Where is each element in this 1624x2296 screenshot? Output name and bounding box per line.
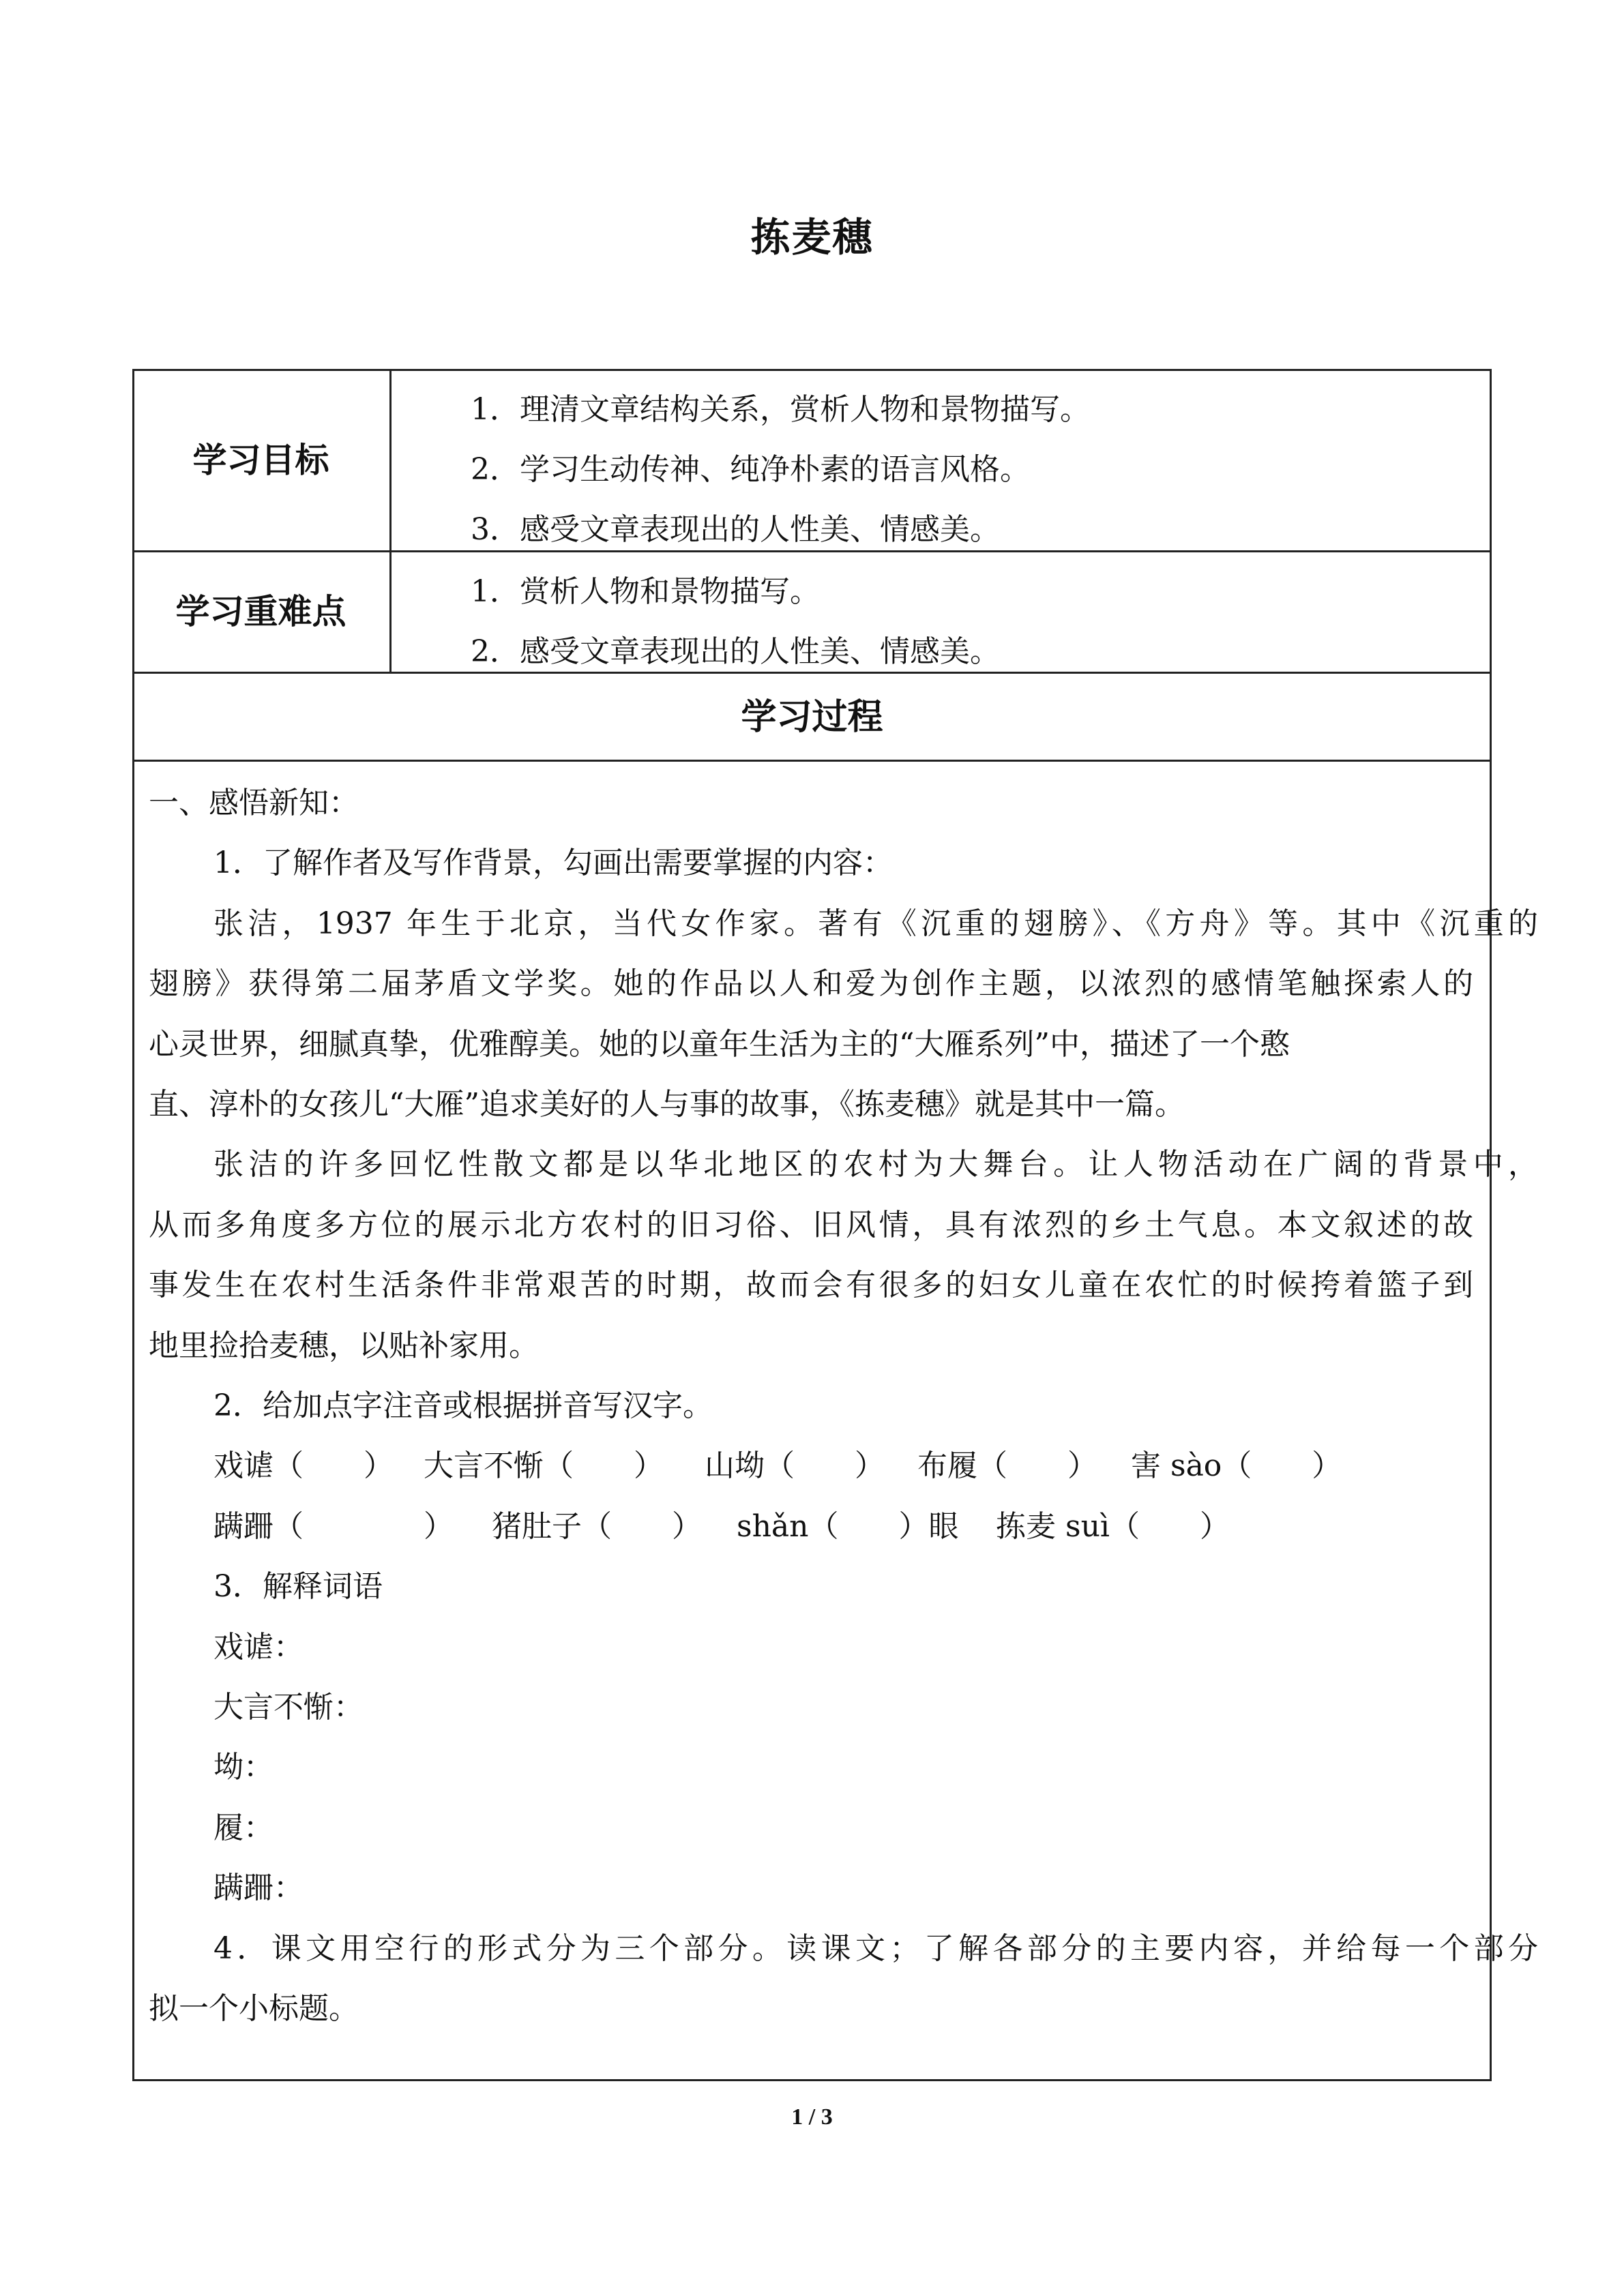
row-divider — [132, 760, 1492, 762]
blank-item[interactable]: 山坳（ ） — [705, 1448, 885, 1484]
paragraph-line: 从而多角度多方位的展示北方农村的旧习俗、旧风情，具有浓烈的乡土气息。本文叙述的故 — [149, 1207, 1473, 1242]
pinyin-blanks-row — [149, 1436, 1479, 1496]
objective-item: 1．理清文章结构关系，赏析人物和景物描写。 — [471, 392, 1090, 427]
pinyin-blanks-row — [149, 1497, 1479, 1557]
term-line[interactable]: 戏谑： — [213, 1629, 304, 1665]
process-heading: 学习过程 — [741, 697, 883, 738]
objective-item: 2．学习生动传神、纯净朴素的语言风格。 — [471, 452, 1030, 487]
blank-item[interactable]: 害 sào（ ） — [1131, 1448, 1342, 1484]
objectives-label: 学习目标 — [192, 441, 329, 480]
paragraph-line: 直、淳朴的女孩儿“大雁”追求美好的人与事的故事，《拣麦穗》就是其中一篇。 — [149, 1087, 1185, 1122]
blank-item[interactable]: 猪肚子（ ） — [492, 1508, 702, 1544]
blank-item[interactable]: shǎn（ ）眼 — [737, 1508, 959, 1544]
term-line[interactable]: 坳： — [213, 1750, 274, 1785]
question-4: 4．课文用空行的形式分为三个部分。读课文；了解各部分的主要内容，并给每一个部分 — [213, 1930, 1538, 1966]
paragraph-line: 张洁的许多回忆性散文都是以华北地区的农村为大舞台。让人物活动在广阔的背景中， — [213, 1147, 1538, 1182]
page-number: 1 / 3 — [791, 2104, 833, 2130]
question-4-cont: 拟一个小标题。 — [149, 1991, 359, 2027]
question-2: 2．给加点字注音或根据拼音写汉字。 — [213, 1388, 713, 1424]
paragraph-line: 翅膀》获得第二届茅盾文学奖。她的作品以人和爱为创作主题，以浓烈的感情笔触探索人的 — [149, 966, 1473, 1002]
paragraph-line: 张洁，1937 年生于北京，当代女作家。著有《沉重的翅膀》、《方舟》等。其中《沉重的 — [213, 906, 1538, 941]
blank-item[interactable]: 蹒跚（ ） — [213, 1508, 454, 1544]
paragraph-line: 事发生在农村生活条件非常艰苦的时期，故而会有很多的妇女儿童在农忙的时候挎着篮子到 — [149, 1268, 1473, 1303]
process-content — [149, 773, 1538, 2040]
blank-item[interactable]: 戏谑（ ） — [213, 1448, 394, 1484]
term-line[interactable]: 大言不惭： — [213, 1690, 364, 1725]
key-points-list — [471, 562, 1000, 682]
objectives-list — [471, 380, 1090, 560]
key-point-item: 1．赏析人物和景物描写。 — [471, 574, 820, 609]
paragraph-line: 地里捡拾麦穗，以贴补家用。 — [149, 1328, 539, 1363]
column-divider — [389, 369, 392, 674]
paragraph-line: 心灵世界，细腻真挚，优雅醇美。她的以童年生活为主的“大雁系列”中，描述了一个憨 — [149, 1026, 1290, 1062]
blank-item[interactable]: 大言不惭（ ） — [424, 1448, 664, 1484]
blank-item[interactable]: 拣麦 suì（ ） — [996, 1508, 1230, 1544]
term-line[interactable]: 蹒跚： — [213, 1870, 304, 1906]
term-line[interactable]: 履： — [213, 1810, 274, 1845]
question-3: 3．解释词语 — [213, 1569, 383, 1605]
key-points-label: 学习重难点 — [175, 592, 346, 631]
blank-item[interactable]: 布履（ ） — [917, 1448, 1097, 1484]
key-point-item: 2．感受文章表现出的人性美、情感美。 — [471, 634, 1000, 669]
page-title: 拣麦穗 — [750, 214, 874, 260]
question-1: 1．了解作者及写作背景，勾画出需要掌握的内容： — [213, 846, 893, 881]
objective-item: 3．感受文章表现出的人性美、情感美。 — [471, 512, 1000, 547]
section-title: 一、感悟新知： — [149, 786, 359, 820]
